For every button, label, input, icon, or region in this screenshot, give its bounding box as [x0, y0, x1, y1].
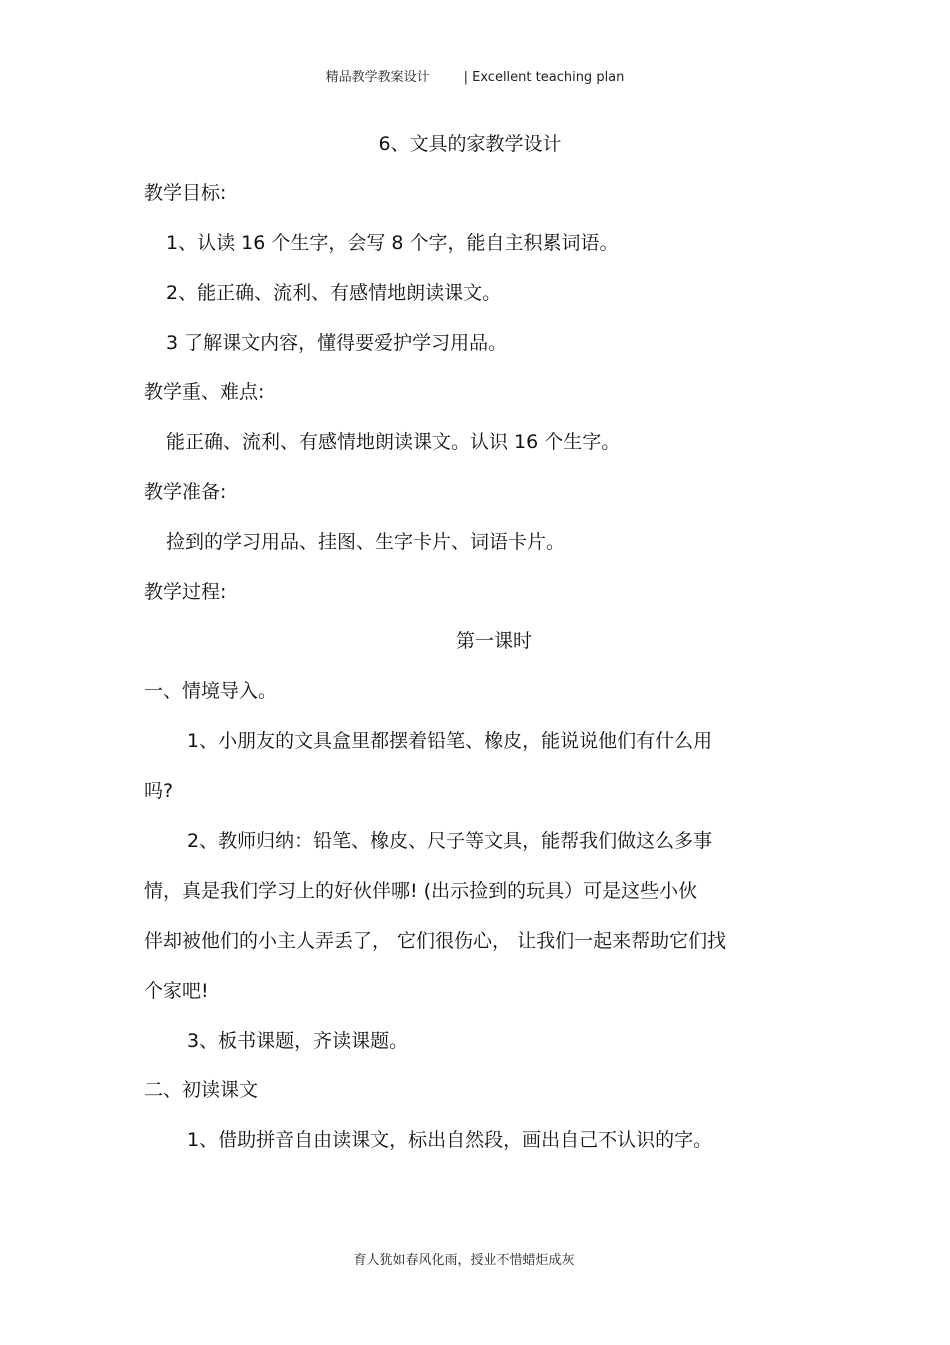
part1-item2-line1: 2、教师归纳：铅笔、橡皮、尺子等文具，能帮我们做这么多事: [187, 830, 713, 852]
document-title: 6、文具的家教学设计: [378, 133, 562, 155]
lesson-heading: 第一课时: [455, 630, 532, 652]
part1-item3: 3、板书课题，齐读课题。: [187, 1030, 409, 1052]
page-footer: 育人犹如春风化雨，授业不惜蜡炬成灰: [353, 1253, 575, 1268]
part2-heading: 二、初读课文: [144, 1079, 259, 1101]
process-heading: 教学过程:: [144, 581, 227, 603]
part1-item2-line4: 个家吧!: [144, 980, 209, 1002]
part1-item2-line3: 伴却被他们的小主人弄丢了， 它们很伤心， 让我们一起来帮助它们找: [144, 930, 727, 952]
header-left-text: 精品教学教案设计: [325, 70, 430, 85]
header-right-text: | Excellent teaching plan: [463, 70, 625, 85]
page-header: [0, 66, 950, 85]
goal-item-1: 1、认读 16 个生字，会写 8 个字，能自主积累词语。: [166, 232, 619, 254]
part2-item1: 1、借助拼音自由读课文，标出自然段，画出自己不认识的字。: [187, 1129, 713, 1151]
part1-heading: 一、情境导入。: [144, 680, 278, 702]
part1-item1-line2: 吗?: [144, 780, 174, 802]
prep-heading: 教学准备:: [144, 481, 227, 503]
part1-item2-line2: 情，真是我们学习上的好伙伴哪! (出示捡到的玩具）可是这些小伙: [144, 880, 698, 902]
keypoints-heading: 教学重、难点:: [144, 381, 265, 403]
keypoints-text: 能正确、流利、有感情地朗读课文。认识 16 个生字。: [166, 431, 621, 453]
prep-text: 捡到的学习用品、挂图、生字卡片、词语卡片。: [166, 531, 566, 553]
goal-item-3: 3 了解课文内容，懂得要爱护学习用品。: [166, 332, 508, 354]
goal-item-2: 2、能正确、流利、有感情地朗读课文。: [166, 282, 502, 304]
part1-item1-line1: 1、小朋友的文具盒里都摆着铅笔、橡皮，能说说他们有什么用: [187, 730, 713, 752]
goals-heading: 教学目标:: [144, 182, 227, 204]
